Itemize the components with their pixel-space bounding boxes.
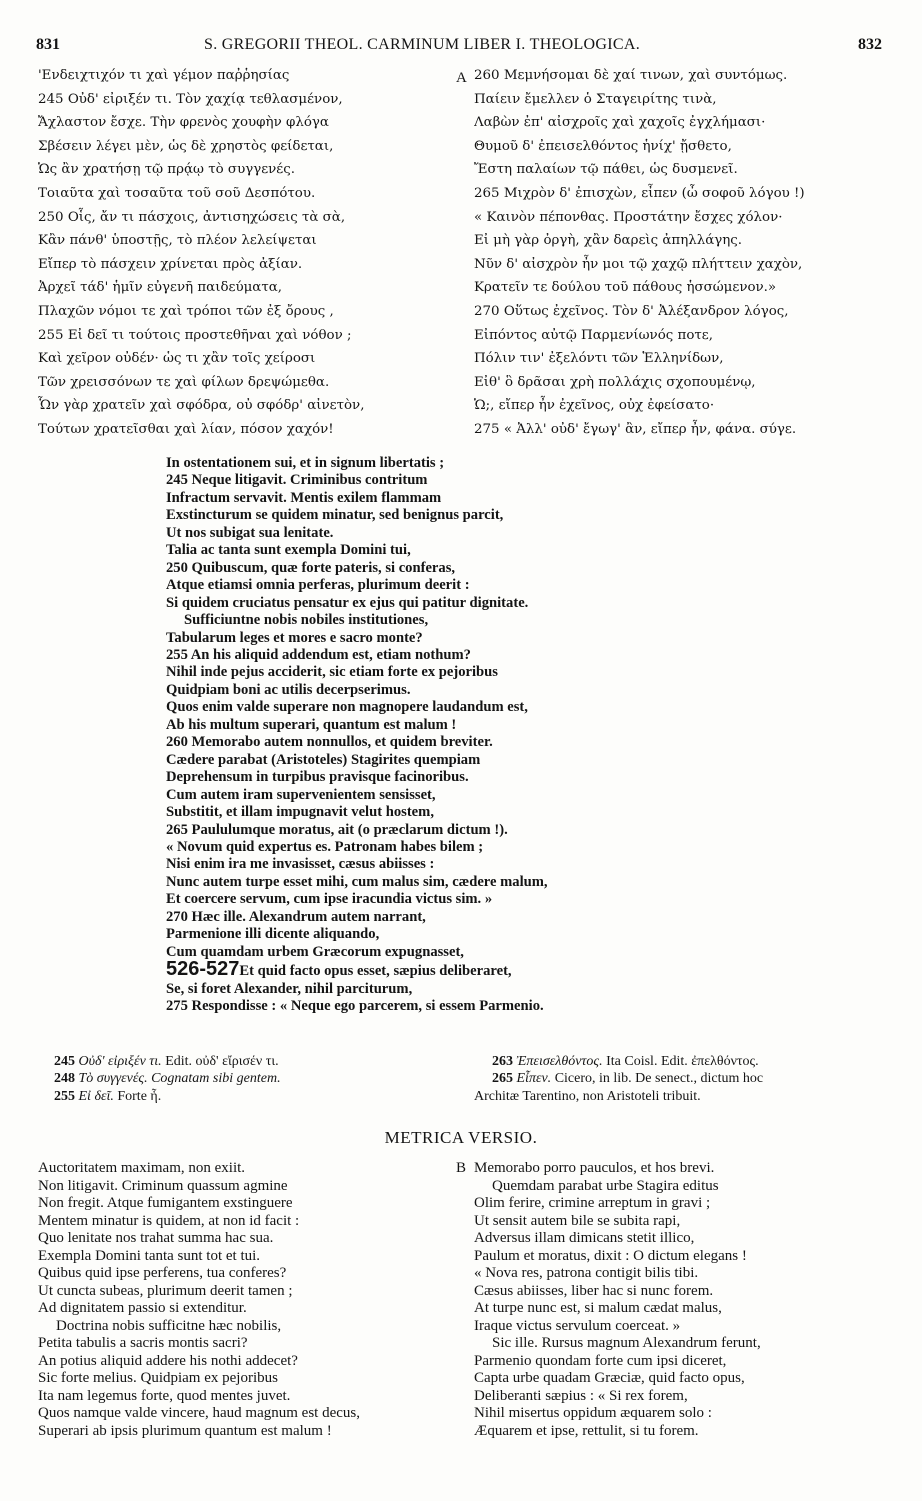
latin-verse: Et quid facto opus esset, sæpius deliberaret, (239, 963, 512, 980)
latin-verse: Quos enim valde superare non magnopere laudandum est, (166, 699, 528, 716)
metrica-verse: At turpe nunc est, si malum cædat malus, (474, 1300, 722, 1316)
metrica-verse: Quos namque valde vincere, haud magnum est decus, (38, 1405, 360, 1421)
running-title: S. GREGORII THEOL. CARMINUM LIBER I. THEOLOGICA. (204, 36, 641, 53)
notes-left-column (54, 1053, 454, 1105)
metrica-verse: An potius aliquid addere his nothi addecet? (38, 1352, 298, 1369)
notes-right-column (474, 1053, 904, 1105)
latin-verse: Atque etiamsi omnia perferas, plurimum deerit : (166, 577, 470, 594)
metrica-verse: Adversus illam dimicans stetit illico, (474, 1230, 695, 1246)
latin-verse: Nisi enim ira me invasisset, cæsus abiisses : (166, 856, 435, 873)
latin-verse: « Novum quid expertus es. Patronam habes bilem ; (166, 838, 484, 855)
latin-verse: Et coercere servum, cum ipse iracundia victus sim. » (166, 891, 493, 908)
greek-verse: Κρατεῖν τε δούλου τοῦ πάθους ἡσσώμενον.» (474, 280, 777, 296)
page-number-left: 831 (36, 36, 60, 53)
note-text: Cicero, in lib. De senect., dictum hoc (554, 1071, 764, 1087)
latin-verse: Ut nos subigat sua lenitate. (166, 524, 334, 541)
running-header (36, 36, 882, 60)
greek-verse: Ἀρχεῖ τάδ' ἡμῖν εὐγενῆ παιδεύματα, (38, 280, 283, 296)
latin-verse: Cum autem iram supervenientem sensisset, (166, 786, 436, 803)
footnote (474, 1070, 904, 1087)
latin-verse: 255 An his aliquid addendum est, etiam nothum? (166, 646, 471, 663)
greek-verse: Τούτων χρατεῖσθαι χαὶ λίαν, πόσον χαχόν! (38, 421, 334, 437)
latin-verse: Nihil inde pejus acciderit, sic etiam forte ex pejoribus (166, 664, 498, 681)
metrica-verse: Memorabo porro pauculos, et hos brevi. (474, 1160, 715, 1176)
greek-verse: Εἰθ' ὃ δρᾶσαι χρὴ πολλάχις σχοπουμένῳ, (474, 374, 756, 390)
latin-verse: 245 Neque litigavit. Criminibus contritum (166, 472, 428, 489)
metrica-verse: Petita tabulis a sacris montis sacri? (38, 1335, 248, 1351)
metrica-right-column (474, 1160, 894, 1440)
note-text: Cognatam sibi gentem. (151, 1071, 281, 1087)
greek-verse: 250 Οἷς, ἄν τι πάσχοις, ἀντισηχώσεις τὰ σὰ, (38, 209, 346, 225)
note-number: 263 (492, 1054, 513, 1069)
note-text: Edit. οὐδ' εἴρισέν τι. (165, 1054, 279, 1069)
greek-verse: « Καινὸν πέπονθας. Προστάτην ἔσχες χόλον· (474, 209, 783, 225)
footnote (54, 1088, 454, 1105)
latin-verse: Talia ac tanta sunt exempla Domini tui, (166, 542, 411, 559)
latin-verse: 275 Respondisse : « Neque ego parcerem, si essem Parmenio. (166, 998, 544, 1015)
latin-verse: Se, si foret Alexander, nihil parciturum, (166, 980, 413, 997)
metrica-verse: Non litigavit. Criminum quassum agmine (38, 1177, 288, 1194)
metrica-verse: Paulum et moratus, dixit : O dictum elegans ! (474, 1247, 747, 1264)
metrica-verse: Æquarem et ipse, rettulit, si tu forem. (474, 1422, 699, 1439)
greek-verse: Ὡς ἂν χρατήσῃ τῷ πρᾴῳ τὸ συγγενές. (38, 162, 295, 178)
footnote (474, 1053, 904, 1070)
note-number: 265 (492, 1071, 513, 1087)
latin-verse: In ostentationem sui, et in signum libertatis ; (166, 455, 445, 471)
greek-verse: 275 « Ἀλλ' οὐδ' ἔγωγ' ἂν, εἴπερ ἦν, φάνα. σύγε. (474, 421, 797, 437)
greek-verse: 265 Μιχρὸν δ' ἐπισχὼν, εἶπεν (ὦ σοφοῦ λόγου !) (474, 185, 805, 201)
latin-verse: 270 Hæc ille. Alexandrum autem narrant, (166, 908, 426, 925)
footnote-continuation (474, 1088, 904, 1105)
metrica-verse: Parmenio quondam forte cum ipsi diceret, (474, 1352, 727, 1369)
latin-verse: Infractum servavit. Mentis exilem flammam (166, 489, 442, 506)
latin-verse: Quidpiam boni ac utilis decerpserimus. (166, 681, 411, 698)
greek-verse: 270 Οὕτως ἐχεῖνος. Τὸν δ' Ἀλέξανδρον λόγος, (474, 303, 789, 319)
note-text: Ita Coisl. Edit. ἐπελθόντος. (606, 1054, 759, 1069)
footnote (54, 1053, 454, 1070)
page-number-right: 832 (858, 36, 882, 53)
greek-verse: Ὡ;, εἴπερ ἦν ἐχεῖνος, οὐχ ἐφείσατο· (474, 398, 715, 414)
column-number: 526-527 (166, 961, 240, 981)
greek-verse: Τῶν χρεισσόνων τε χαὶ φίλων δρεψώμεθα. (38, 374, 330, 390)
note-lemma: Εἶπεν. (516, 1071, 552, 1087)
metrica-verse: Quemdam parabat urbe Stagira editus (492, 1177, 719, 1194)
latin-verse: 260 Memorabo autem nonnullos, et quidem breviter. (166, 734, 493, 751)
metrica-verse: Quibus quid ipse perferens, tua conferes? (38, 1265, 287, 1281)
note-lemma: Εἰ δεῖ. (78, 1088, 114, 1104)
metrica-verse: Nihil misertus oppidum æquarem solo : (474, 1405, 712, 1421)
metrica-verse: Capta urbe quadam Græciæ, quid facto opus, (474, 1370, 745, 1386)
greek-verse: Εἰ μὴ γὰρ ὀργὴ, χἂν δαρεὶς ἀπηλλάγης. (474, 233, 743, 249)
greek-verse: Κἂν πάνθ' ὑποστῇς, τὸ πλέον λελείψεται (38, 233, 317, 249)
greek-verse: Εἰπόντος αὐτῷ Παρμενίωνός ποτε, (474, 327, 713, 343)
latin-verse: Nunc autem turpe esset mihi, cum malus sim, cædere malum, (166, 873, 548, 890)
greek-verse: 260 Μεμνήσομαι δὲ χαί τινων, χαὶ συντόμως. (474, 68, 788, 83)
metrica-verse: Non fregit. Atque fumigantem exstinguere (38, 1195, 293, 1211)
greek-verse: 245 Οὐδ' εἰριξέν τι. Τὸν χαχίᾳ τεθλασμένον, (38, 91, 343, 107)
latin-translation-block (166, 455, 726, 1016)
latin-verse: Exstincturum se quidem minatur, sed benignus parcit, (166, 507, 504, 524)
latin-verse-with-column-number (166, 961, 726, 980)
latin-verse: 250 Quibuscum, quæ forte pateris, si conferas, (166, 559, 456, 576)
metrica-verse: « Nova res, patrona contigit bilis tibi. (474, 1265, 699, 1281)
greek-verse: Καὶ χεῖρον οὐδέν· ὡς τι χἂν τοῖς χείροσι (38, 351, 316, 367)
note-number: 245 (54, 1054, 75, 1069)
latin-verse: Parmenione illi dicente aliquando, (166, 926, 380, 943)
greek-text-left-column (38, 64, 448, 442)
latin-verse: Cædere parabat (Aristoteles) Stagirites quempiam (166, 751, 481, 768)
metrica-left-column (38, 1160, 458, 1440)
metrica-verse: Cæsus abiisses, liber hac si nunc forem. (474, 1282, 714, 1299)
note-lemma: Τὸ συγγενές. (78, 1071, 148, 1087)
note-lemma: Ἐπεισελθόντος. (516, 1054, 603, 1069)
latin-verse: Substitit, et illam impugnavit velut hostem, (166, 804, 434, 821)
metrica-verse: Olim ferire, crimine arreptum in gravi ; (474, 1195, 711, 1211)
latin-verse: Sufficiuntne nobis nobiles institutiones, (184, 612, 429, 629)
metrica-verse: Quo lenitate nos trahat summa hac sua. (38, 1230, 274, 1246)
metrica-verse: Ut sensit autem bile se subita rapi, (474, 1212, 681, 1229)
greek-verse: Λαβὼν ἐπ' αἰσχροῖς χαὶ χαχοῖς ἐγχλήμασι· (474, 115, 766, 131)
latin-verse: Tabularum leges et mores e sacro monte? (166, 629, 423, 646)
metrica-verse: Exempla Domini tanta sunt tot et tui. (38, 1247, 261, 1264)
note-lemma: Οὐδ' εἰριξέν τι. (78, 1054, 162, 1069)
metrica-verse: Deliberanti sæpius : « Si rex forem, (474, 1387, 688, 1404)
metrica-verse: Mentem minatur is quidem, at non id facit : (38, 1212, 300, 1229)
latin-verse: Ab his multum superari, quantum est malum ! (166, 716, 457, 733)
note-number: 255 (54, 1088, 75, 1104)
greek-text-right-column (474, 64, 884, 442)
greek-verse: Ἄχλαστον ἔσχε. Τὴν φρενὸς χουφὴν φλόγα (38, 115, 329, 131)
metrica-verse: Iraque victus servulum coerceat. » (474, 1317, 681, 1334)
metrica-verse: Doctrina nobis sufficitne hæc nobilis, (56, 1317, 282, 1334)
latin-verse: 265 Paululumque moratus, ait (o præclarum dictum !). (166, 821, 508, 838)
greek-verse: Ὧν γὰρ χρατεῖν χαὶ σφόδρα, οὐ σφόδρ' αἰνετὸν, (38, 398, 365, 414)
note-number: 248 (54, 1071, 75, 1087)
metrica-verse: Auctoritatem maximam, non exiit. (38, 1160, 246, 1176)
metrica-versio-heading: METRICA VERSIO. (384, 1128, 538, 1147)
column-marker-a: A (456, 70, 467, 86)
metrica-verse: Superari ab ipsis plurimum quantum est malum ! (38, 1422, 332, 1439)
metrica-verse: Ut cuncta subeas, plurimum deerit tamen ; (38, 1282, 293, 1299)
latin-verse: Si quidem cruciatus pensatur ex ejus qui patitur dignitate. (166, 594, 529, 611)
greek-verse: Σβέσειν λέγει μὲν, ὡς δὲ χρηστὸς φείδεται, (38, 138, 334, 154)
metrica-verse: Ad dignitatem passio si extenditur. (38, 1300, 247, 1316)
greek-verse: 'Ενδειχτιχόν τι χαὶ γέμον παῤῥησίας (38, 68, 290, 83)
latin-verse: Deprehensum in turpibus pravisque facinoribus. (166, 769, 469, 786)
greek-verse: Νῦν δ' αἰσχρὸν ἦν μοι τῷ χαχῷ πλήττειν χαχὸν, (474, 256, 803, 272)
metrica-verse: Sic forte melius. Quidpiam ex pejoribus (38, 1370, 278, 1386)
metrica-verse: Ita nam legemus forte, quod mentes juvet. (38, 1387, 291, 1404)
greek-verse: Πόλιν τιν' ἐξελόντι τῶν Ἑλληνίδων, (474, 351, 724, 367)
note-text: Forte ἦ. (117, 1088, 162, 1104)
greek-verse: Πλαχῶν νόμοι τε χαὶ τρόποι τῶν ἐξ ὄρους , (38, 303, 334, 319)
latin-verse: Cum quamdam urbem Græcorum expugnasset, (166, 943, 464, 960)
greek-verse: 255 Εἰ δεῖ τι τούτοις προστεθῆναι χαὶ νόθον ; (38, 327, 352, 343)
greek-verse: Θυμοῦ δ' ἐπεισελθόντος ἡνίχ' ᾔσθετο, (474, 138, 732, 154)
greek-verse: Εἴπερ τὸ πάσχειν χρίνεται πρὸς ἀξίαν. (38, 256, 303, 272)
greek-verse: Ἔστη παλαίων τῷ πάθει, ὡς δυσμενεῖ. (474, 162, 738, 178)
greek-verse: Παίειν ἔμελλεν ὁ Σταγειρίτης τινὰ, (474, 91, 717, 107)
note-text: Architæ Tarentino, non Aristoteli tribuit. (474, 1088, 701, 1104)
column-marker-b: B (456, 1160, 467, 1176)
footnote (54, 1070, 454, 1087)
greek-verse: Τοιαῦτα χαὶ τοσαῦτα τοῦ σοῦ Δεσπότου. (38, 185, 316, 201)
metrica-verse: Sic ille. Rursus magnum Alexandrum ferunt, (492, 1335, 761, 1351)
